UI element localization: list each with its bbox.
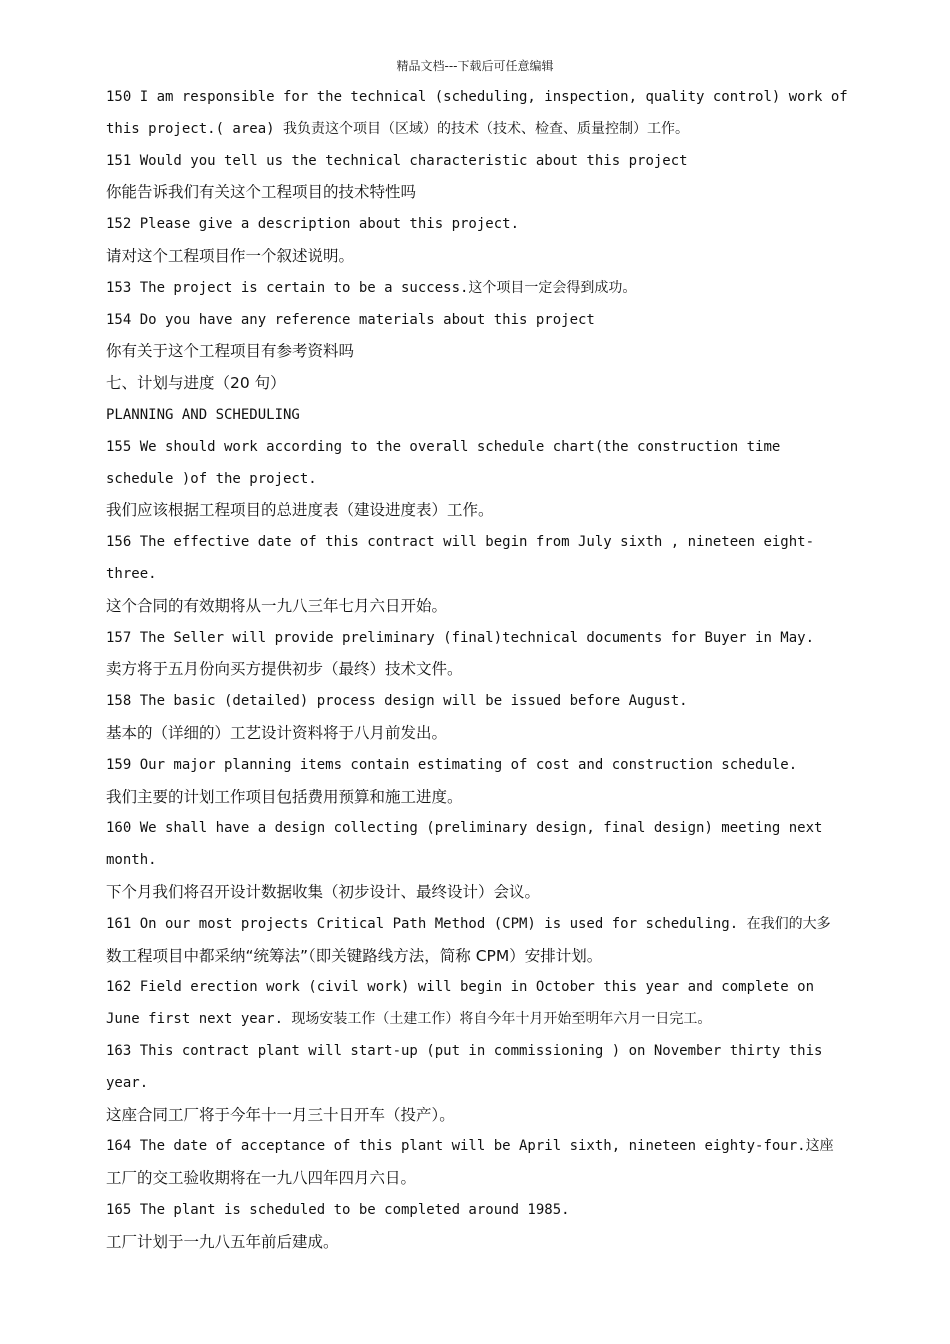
text-line: 你能告诉我们有关这个工程项目的技术特性吗 <box>106 183 417 202</box>
text-line: 153 The project is certain to be a success.这个项目一定会得到成功。 <box>106 279 637 296</box>
text-line: 164 The date of acceptance of this plant will be April sixth, nineteen eighty-four.这座 <box>106 1138 834 1155</box>
text-line: 这个合同的有效期将从一九八三年七月六日开始。 <box>106 596 448 615</box>
text-line: 163 This contract plant will start-up (put in commissioning ) on November thirty this <box>106 1042 823 1059</box>
text-line: 我们主要的计划工作项目包括费用预算和施工进度。 <box>106 787 463 806</box>
text-line: year. <box>106 1074 149 1091</box>
text-line: June first next year. 现场安装工作（土建工作）将自今年十月开始至明年六月一日完工。 <box>106 1011 712 1028</box>
text-line: 162 Field erection work (civil work) will begin in October this year and complete on <box>106 979 815 996</box>
text-line: 卖方将于五月份向买方提供初步（最终）技术文件。 <box>106 660 463 679</box>
text-line: 151 Would you tell us the technical characteristic about this project <box>106 152 688 169</box>
text-line: 155 We should work according to the overall schedule chart(the construction time <box>106 438 781 455</box>
text-line: 152 Please give a description about this project. <box>106 216 520 233</box>
text-line: 这座合同工厂将于今年十一月三十日开车（投产）。 <box>106 1105 455 1124</box>
text-line: 工厂的交工验收期将在一九八四年四月六日。 <box>106 1169 417 1188</box>
text-line: 请对这个工程项目作一个叙述说明。 <box>106 246 355 265</box>
text-line: 工厂计划于一九八五年前后建成。 <box>106 1232 339 1251</box>
section-heading-english: PLANNING AND SCHEDULING <box>106 406 300 423</box>
text-line: three. <box>106 565 157 582</box>
text-line: schedule )of the project. <box>106 470 317 487</box>
text-line: 我们应该根据工程项目的总进度表（建设进度表）工作。 <box>106 501 494 520</box>
text-line: 158 The basic (detailed) process design will be issued before August. <box>106 693 688 710</box>
text-line: this project.( area) 我负责这个项目（区域）的技术（技术、检查、质量控制）工作。 <box>106 120 690 137</box>
text-line: month. <box>106 852 157 869</box>
document-body <box>106 82 848 1258</box>
text-line: 基本的（详细的）工艺设计资料将于八月前发出。 <box>106 723 448 742</box>
text-line: 数工程项目中都采纳“统筹法”（即关键路线方法，简称 CPM）安排计划。 <box>106 946 603 965</box>
text-line: 157 The Seller will provide preliminary (final)technical documents for Buyer in May. <box>106 629 815 646</box>
text-line: 159 Our major planning items contain estimating of cost and construction schedule. <box>106 756 798 773</box>
text-line: 150 I am responsible for the technical (scheduling, inspection, quality control) work of <box>106 89 848 105</box>
text-line: 161 On our most projects Critical Path Method (CPM) is used for scheduling. 在我们的大多 <box>106 915 831 932</box>
text-line: 下个月我们将召开设计数据收集（初步设计、最终设计）会议。 <box>106 882 541 901</box>
text-line: 165 The plant is scheduled to be completed around 1985. <box>106 1201 570 1218</box>
section-heading: 七、计划与进度（20 句） <box>106 374 286 393</box>
text-line: 156 The effective date of this contract will begin from July sixth , nineteen eight- <box>106 534 815 551</box>
text-line: 154 Do you have any reference materials about this project <box>106 311 595 328</box>
text-line: 你有关于这个工程项目有参考资料吗 <box>106 342 355 361</box>
page-header: 精品文档---下载后可任意编辑 <box>396 59 554 73</box>
text-line: 160 We shall have a design collecting (preliminary design, final design) meeting next <box>106 820 823 837</box>
